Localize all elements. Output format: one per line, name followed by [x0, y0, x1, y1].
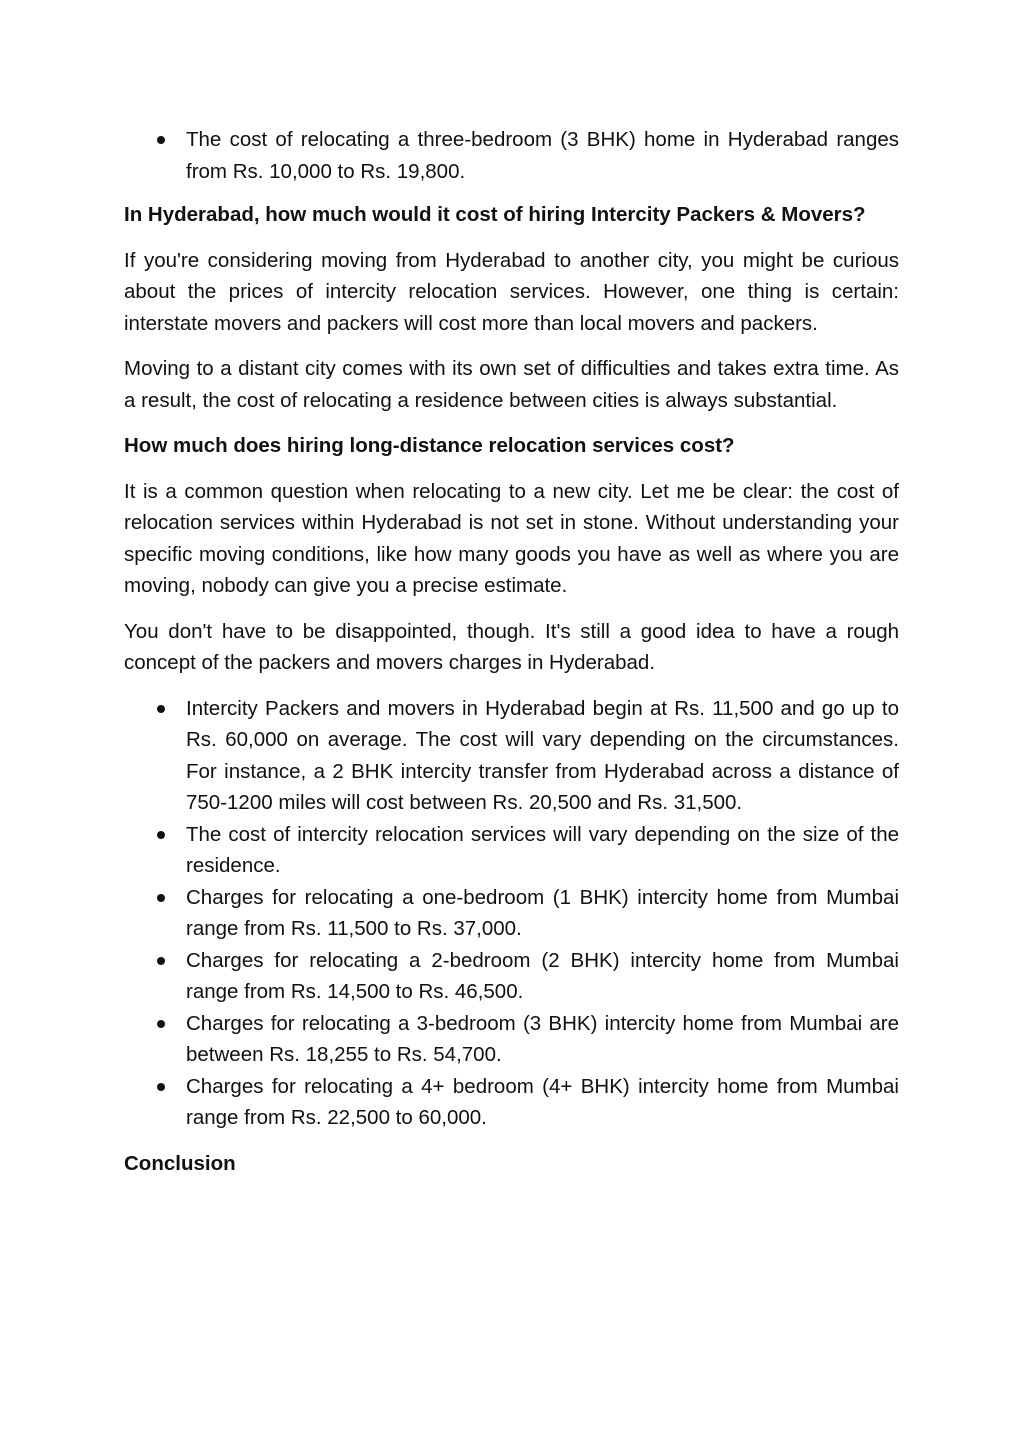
- list-item-text: Charges for relocating a 2-bedroom (2 BHK) intercity home from Mumbai range from Rs. 14,500 to Rs. 46,500.: [186, 948, 899, 1003]
- list-item: [124, 882, 899, 945]
- paragraph-rough-concept: You don't have to be disappointed, though. It's still a good idea to have a rough concept of the packers and movers charges in Hyderabad.: [124, 619, 899, 674]
- paragraph-distant-city: Moving to a distant city comes with its own set of difficulties and takes extra time. As a result, the cost of relocating a residence between cities is always substantial.: [124, 357, 899, 412]
- list-item-text: Intercity Packers and movers in Hyderabad begin at Rs. 11,500 and go up to Rs. 60,000 on average. The cost will vary depending on the circumstances. For instance, a 2 BHK intercity transfer from Hyderabad across a distance of 750-1200 miles will cost between Rs. 20,500 and Rs. 31,500.: [186, 696, 899, 814]
- list-item-text: The cost of intercity relocation services will vary depending on the size of the residence.: [186, 822, 899, 877]
- list-item: [124, 124, 899, 187]
- bullet-icon: [157, 705, 165, 713]
- bullet-icon: [157, 894, 165, 902]
- list-item: [124, 819, 899, 882]
- section-heading-long-distance: How much does hiring long-distance relocation services cost?: [124, 434, 735, 457]
- paragraph-common-question: It is a common question when relocating to a new city. Let me be clear: the cost of relocation services within Hyderabad is not set in stone. Without understanding your specific moving conditions, like how many goods you have as well as where you are moving, nobody can give you a precise estimate.: [124, 479, 899, 597]
- bullet-icon: [157, 136, 165, 144]
- intro-bullet-list: [124, 124, 899, 187]
- section-heading-intercity-cost: In Hyderabad, how much would it cost of hiring Intercity Packers & Movers?: [124, 203, 866, 226]
- bullet-icon: [157, 957, 165, 965]
- document-page: [124, 124, 899, 1193]
- list-item-text: Charges for relocating a 4+ bedroom (4+ BHK) intercity home from Mumbai range from Rs. 22,500 to 60,000.: [186, 1074, 899, 1129]
- bullet-icon: [157, 831, 165, 839]
- list-item: [124, 1008, 899, 1071]
- list-item: [124, 693, 899, 819]
- cost-bullet-list: [124, 693, 899, 1134]
- list-item: [124, 1071, 899, 1134]
- section-heading-conclusion: Conclusion: [124, 1151, 236, 1175]
- bullet-icon: [157, 1020, 165, 1028]
- list-item: [124, 945, 899, 1008]
- bullet-icon: [157, 1083, 165, 1091]
- list-item-text: Charges for relocating a 3-bedroom (3 BHK) intercity home from Mumbai are between Rs. 18,255 to Rs. 54,700.: [186, 1011, 899, 1066]
- list-item-text: Charges for relocating a one-bedroom (1 BHK) intercity home from Mumbai range from Rs. 11,500 to Rs. 37,000.: [186, 885, 899, 940]
- list-item-text: The cost of relocating a three-bedroom (3 BHK) home in Hyderabad ranges from Rs. 10,000 to Rs. 19,800.: [186, 128, 899, 183]
- paragraph-intercity-intro: If you're considering moving from Hyderabad to another city, you might be curious about the prices of intercity relocation services. However, one thing is certain: interstate movers and packers will cost more than local movers and packers.: [124, 248, 899, 335]
